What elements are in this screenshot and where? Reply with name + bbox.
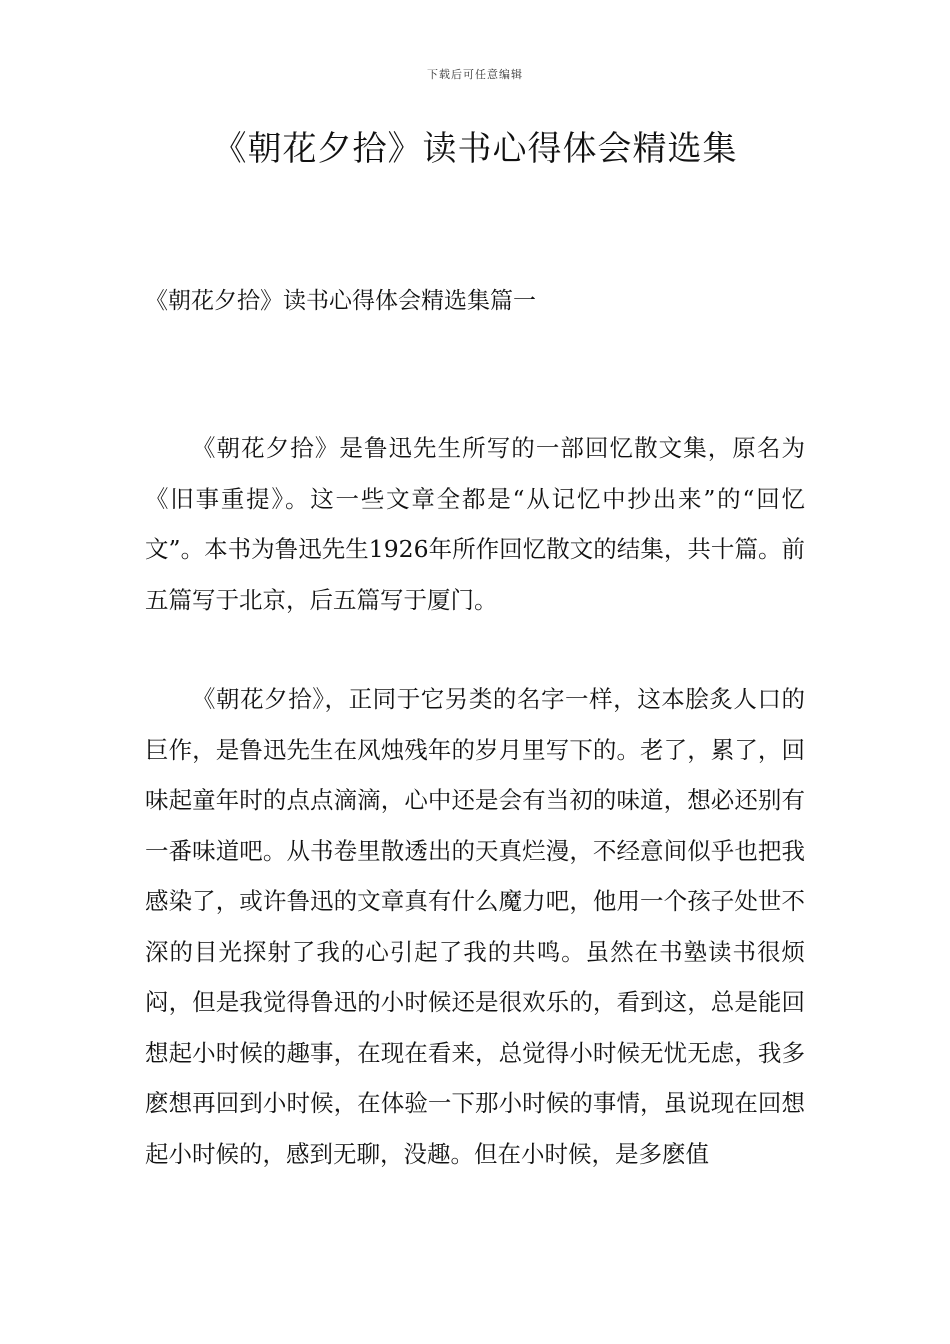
section-heading: 《朝花夕拾》读书心得体会精选集篇一	[145, 288, 536, 314]
header-note: 下载后可任意编辑	[427, 68, 523, 81]
body-paragraph: 《朝花夕拾》是鲁迅先生所写的一部回忆散文集，原名为《旧事重提》。这一些文章全都是“从记忆中抄出来”的“回忆文”。本书为鲁迅先生1926年所作回忆散文的结集，共十篇。前五篇写于北京，后五篇写于厦门。	[145, 434, 805, 614]
body-paragraph: 《朝花夕拾》，正同于它另类的名字一样，这本脍炙人口的巨作，是鲁迅先生在风烛残年的岁月里写下的。老了，累了，回味起童年时的点点滴滴，心中还是会有当初的味道，想必还别有一番味道吧。从书卷里散透出的天真烂漫，不经意间似乎也把我感染了，或许鲁迅的文章真有什么魔力吧，他用一个孩子处世不深的目光探射了我的心引起了我的共鸣。虽然在书塾读书很烦闷，但是我觉得鲁迅的小时候还是很欢乐的，看到这，总是能回想起小时候的趣事，在现在看来，总觉得小时候无忧无虑，我多麽想再回到小时候，在体验一下那小时候的事情，虽说现在回想起小时候的，感到无聊，没趣。但在小时候，是多麽值	[145, 685, 805, 1168]
document-title: 《朝花夕拾》读书心得体会精选集	[212, 129, 738, 169]
